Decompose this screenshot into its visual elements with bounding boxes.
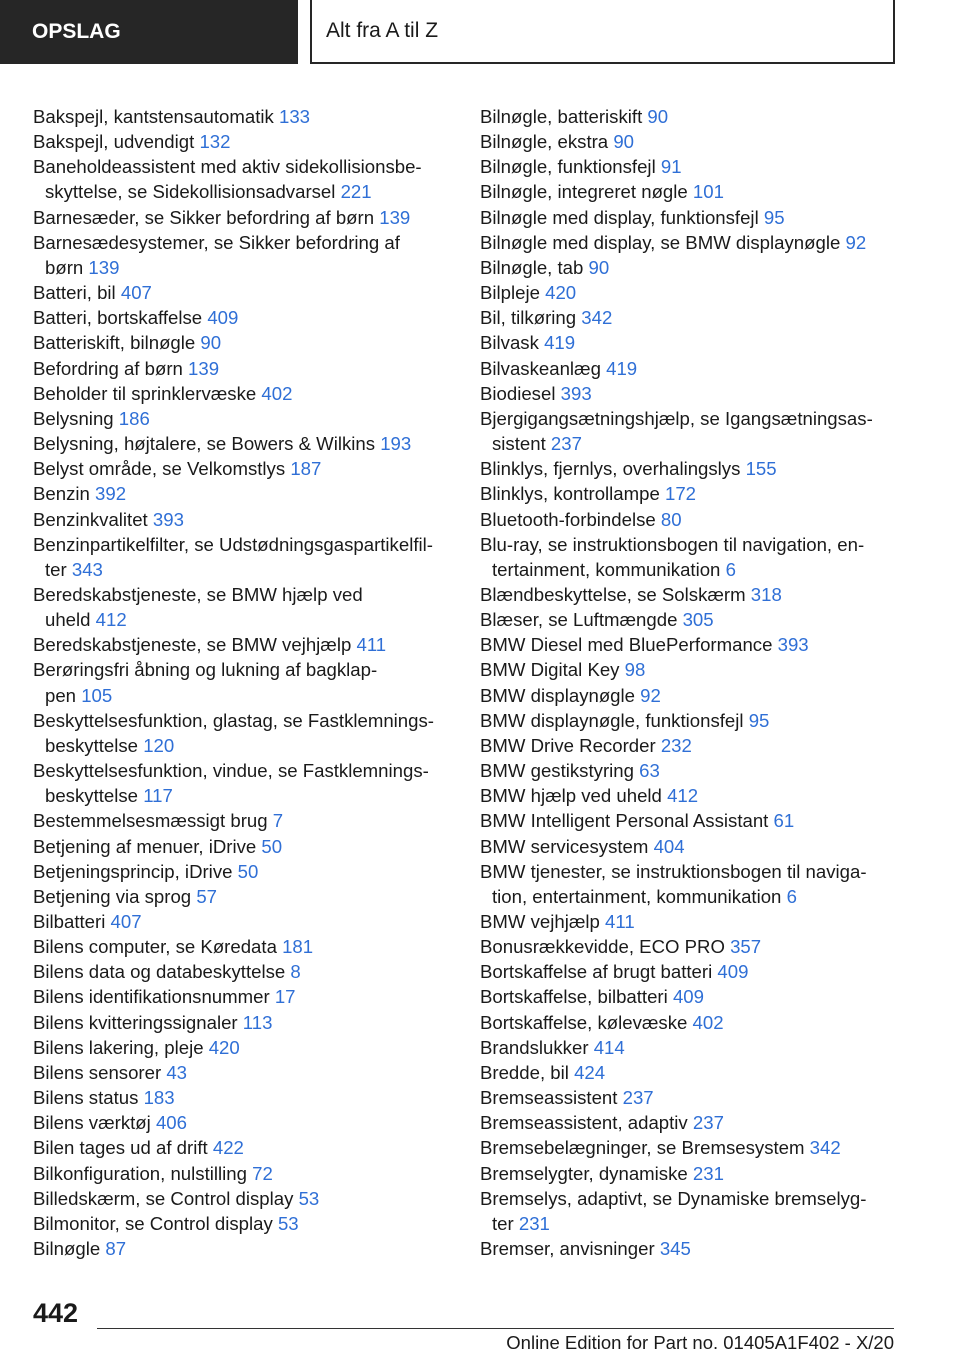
index-entry-term: Bilen tages ud af drift [33, 1137, 208, 1159]
index-entry-term: Bilvaskeanlæg [480, 357, 601, 379]
page-link[interactable]: 181 [282, 936, 314, 958]
index-entry [480, 330, 900, 355]
index-entry [480, 1135, 900, 1160]
index-entry-term: Belysning, højtalere, se Bowers & Wilkins [33, 433, 376, 455]
index-entry [33, 532, 453, 582]
index-entry [33, 1085, 453, 1110]
index-entry-term: Bilnøgle, ekstra [480, 131, 609, 153]
page-link[interactable]: 117 [143, 785, 173, 807]
index-entry [480, 356, 900, 381]
index-entry [480, 683, 900, 708]
index-entry-term: Blinklys, kontrollampe [480, 483, 660, 505]
page-link[interactable]: 53 [298, 1187, 320, 1209]
index-entry-term: Bortskaffelse af brugt batteri [480, 961, 713, 983]
index-entry-term: børn [45, 256, 84, 278]
page-link[interactable]: 414 [593, 1036, 625, 1058]
index-entry [33, 1010, 453, 1035]
index-entry [480, 305, 900, 330]
index-entry [480, 909, 900, 934]
page-link[interactable]: 139 [188, 357, 220, 379]
index-entry-term: Brandslukker [480, 1036, 589, 1058]
index-entry [480, 808, 900, 833]
index-entry-term: Benzin [33, 483, 90, 505]
page-link[interactable]: 305 [682, 609, 714, 631]
index-entry [33, 657, 453, 707]
index-entry-term: Belyst område, se Velkomstlys [33, 458, 286, 480]
page-link[interactable]: 95 [748, 709, 770, 731]
index-entry-term: Bilkonfiguration, nulstilling [33, 1162, 247, 1184]
index-entry-term: Bilens identifikationsnummer [33, 986, 270, 1008]
page-link[interactable]: 419 [606, 357, 638, 379]
page-link[interactable]: 87 [105, 1238, 127, 1260]
index-entry-term: Bilens data og databeskyttelse [33, 961, 286, 983]
index-entry-term: Bestemmelsesmæssigt brug [33, 810, 268, 832]
page-link[interactable]: 90 [588, 256, 610, 278]
page-link[interactable]: 422 [212, 1137, 244, 1159]
index-entry [480, 984, 900, 1009]
page-link[interactable]: 392 [95, 483, 127, 505]
index-entry [480, 255, 900, 280]
index-entry [480, 104, 900, 129]
page-number: 442 [33, 1298, 79, 1328]
index-entry [33, 632, 453, 657]
index-entry [480, 1010, 900, 1035]
index-entry-term: Bil, tilkøring [480, 307, 577, 329]
page-link[interactable]: 139 [379, 206, 411, 228]
index-entry-term: Benzinpartikelfilter, se Udstødningsgaspartikelfil- [33, 533, 433, 555]
index-entry [33, 959, 453, 984]
index-entry-term: Bilens lakering, pleje [33, 1036, 204, 1058]
index-entry [33, 330, 453, 355]
index-entry [33, 305, 453, 330]
index-entry-term: Bremseassistent, adaptiv [480, 1112, 688, 1134]
index-entry-term: Bilpleje [480, 282, 540, 304]
index-entry [33, 984, 453, 1009]
page-link[interactable]: 63 [639, 760, 660, 782]
index-entry [480, 708, 900, 733]
index-entry [33, 1161, 453, 1186]
index-entry [480, 607, 900, 632]
page-link[interactable]: 90 [613, 131, 635, 153]
index-entry-term: pen [45, 684, 77, 706]
index-entry-term: beskyttelse [45, 734, 139, 756]
index-entry-term: beskyttelse [45, 785, 139, 807]
index-entry-term: Bilens sensorer [33, 1061, 162, 1083]
index-entry-term: Blu-ray, se instruktionsbogen til navigation, en- [480, 533, 865, 555]
index-entry [480, 1085, 900, 1110]
page-link[interactable]: 393 [560, 382, 592, 404]
index-entry-term: Bjergigangsætningshjælp, se Igangsætningsas- [480, 407, 873, 429]
page-link[interactable]: 120 [143, 734, 175, 756]
index-entry-term: BMW Diesel med BluePerformance [480, 634, 773, 656]
page-link[interactable]: 407 [110, 911, 142, 932]
page-link[interactable]: 420 [208, 1036, 240, 1058]
index-entry-term: Beredskabstjeneste, se BMW hjælp ved [33, 583, 363, 605]
index-entry [33, 808, 453, 833]
page-link[interactable]: 406 [155, 1112, 187, 1134]
index-entry-term: Bremser, anvisninger [480, 1238, 655, 1260]
page-link[interactable]: 412 [95, 609, 127, 631]
index-entry-term: Berøringsfri åbning og lukning af bagklap- [33, 659, 378, 681]
index-entry-term: Bilmonitor, se Control display [33, 1212, 273, 1234]
index-entry [33, 884, 453, 909]
index-entry [480, 154, 900, 179]
page-link[interactable]: 186 [118, 407, 150, 429]
index-entry-term: BMW servicesystem [480, 835, 649, 857]
index-entry [480, 280, 900, 305]
index-entry-term: Beskyttelsesfunktion, glastag, se Fastklemnings- [33, 709, 434, 731]
page-link[interactable]: 424 [574, 1061, 606, 1083]
page-link[interactable]: 231 [692, 1162, 724, 1184]
page-link[interactable]: 105 [81, 684, 113, 706]
page-link[interactable]: 90 [647, 106, 669, 127]
page-link[interactable]: 402 [692, 1011, 724, 1033]
index-entry [480, 1110, 900, 1135]
index-entry [33, 431, 453, 456]
section-title: OPSLAG [32, 20, 121, 43]
index-entry [480, 934, 900, 959]
page-link[interactable]: 357 [730, 936, 762, 958]
index-entry-term: Betjeningsprincip, iDrive [33, 860, 233, 882]
page-link[interactable]: 409 [717, 961, 749, 983]
page-link[interactable]: 237 [692, 1112, 724, 1134]
index-entry-term: Beredskabstjeneste, se BMW vejhjælp [33, 634, 352, 656]
index-entry [480, 758, 900, 783]
index-entry-term: Biodiesel [480, 382, 556, 404]
index-entry-term: Beholder til sprinklervæske [33, 382, 257, 404]
index-entry-term: tertainment, kommunikation [492, 558, 721, 580]
page-link[interactable]: 43 [166, 1061, 188, 1083]
index-entry [33, 1035, 453, 1060]
index-entry [480, 632, 900, 657]
index-entry-term: Bilnøgle, tab [480, 256, 584, 278]
index-entry [480, 230, 900, 255]
index-entry-term: Barnesædesystemer, se Sikker befordring af [33, 231, 400, 253]
index-entry-term: BMW Intelligent Personal Assistant [480, 810, 769, 832]
chapter-tab [310, 0, 895, 64]
index-entry-term: Blinklys, fjernlys, overhalingslys [480, 458, 741, 480]
index-entry-term: Bortskaffelse, kølevæske [480, 1011, 688, 1033]
index-column-right [480, 104, 900, 1261]
page-link[interactable]: 6 [786, 885, 797, 907]
index-entry-term: skyttelse, se Sidekollisionsadvarsel [45, 181, 336, 203]
index-entry [480, 733, 900, 758]
page-link[interactable]: 237 [622, 1087, 654, 1109]
index-entry-term: Belysning [33, 407, 114, 429]
index-entry-term: Bluetooth-forbindelse [480, 508, 656, 530]
index-entry-term: Batteri, bil [33, 282, 116, 304]
index-entry-term: sistent [492, 433, 546, 455]
page-link[interactable]: 402 [261, 382, 293, 404]
page-link[interactable]: 237 [550, 433, 582, 455]
chapter-title: Alt fra A til Z [326, 19, 439, 42]
index-entry-term: BMW vejhjælp [480, 911, 600, 932]
section-tab [0, 0, 298, 64]
page-link[interactable]: 420 [545, 282, 577, 304]
index-entry-term: Bremsebelægninger, se Bremsesystem [480, 1137, 805, 1159]
page-link[interactable]: 404 [653, 835, 685, 857]
page-link[interactable]: 90 [200, 332, 222, 354]
page-link[interactable]: 409 [207, 307, 239, 329]
index-entry [33, 356, 453, 381]
index-entry [33, 104, 453, 129]
page-link[interactable]: 17 [274, 986, 296, 1008]
page-link[interactable]: 95 [763, 206, 785, 228]
index-entry-term: Bilens kvitteringssignaler [33, 1011, 238, 1033]
index-entry [33, 1236, 453, 1261]
index-entry [33, 456, 453, 481]
index-entry-term: Bremselys, adaptivt, se Dynamiske bremselyg- [480, 1187, 867, 1209]
index-entry [480, 205, 900, 230]
page-link[interactable]: 412 [667, 785, 699, 807]
index-entry [33, 507, 453, 532]
index-entry [33, 1211, 453, 1236]
index-entry [33, 154, 453, 204]
page-link[interactable]: 407 [120, 282, 152, 304]
index-column-left [33, 104, 453, 1261]
page-link[interactable]: 6 [725, 558, 736, 580]
index-entry-term: BMW tjenester, se instruktionsbogen til naviga- [480, 860, 867, 882]
index-entry-term: Billedskærm, se Control display [33, 1187, 294, 1209]
index-entry-term: Bremselygter, dynamiske [480, 1162, 688, 1184]
index-entry [480, 1161, 900, 1186]
index-entry-term: BMW hjælp ved uheld [480, 785, 662, 807]
index-entry [33, 1060, 453, 1085]
index-entry-term: Befordring af børn [33, 357, 183, 379]
index-entry [33, 909, 453, 934]
index-entry-term: Bilnøgle [33, 1238, 101, 1260]
index-entry-term: ter [45, 558, 67, 580]
index-entry-term: Bakspejl, kantstensautomatik [33, 106, 274, 127]
page-link[interactable]: 8 [290, 961, 301, 983]
index-entry [33, 708, 453, 758]
index-entry [33, 1186, 453, 1211]
index-entry-term: Bremseassistent [480, 1087, 618, 1109]
index-entry [480, 859, 900, 909]
index-entry-term: Barnesæder, se Sikker befordring af børn [33, 206, 375, 228]
index-entry [33, 230, 453, 280]
index-entry-term: Batteriskift, bilnøgle [33, 332, 196, 354]
index-entry [33, 481, 453, 506]
index-entry [33, 859, 453, 884]
page-link[interactable]: 92 [845, 231, 867, 253]
page-link[interactable]: 92 [640, 684, 661, 706]
index-entry-term: Bortskaffelse, bilbatteri [480, 986, 668, 1008]
page-link[interactable]: 345 [659, 1238, 691, 1260]
index-entry-term: Bilnøgle med display, funktionsfejl [480, 206, 759, 228]
index-entry-term: Batteri, bortskaffelse [33, 307, 203, 329]
index-entry-term: Bredde, bil [480, 1061, 569, 1083]
index-entry [33, 406, 453, 431]
page-link[interactable]: 7 [272, 810, 284, 832]
index-entry [33, 1135, 453, 1160]
index-entry-term: uheld [45, 609, 91, 631]
index-entry [480, 1186, 900, 1236]
index-entry [33, 934, 453, 959]
footer-divider [97, 1328, 894, 1329]
index-entry [480, 481, 900, 506]
index-entry-term: Beskyttelsesfunktion, vindue, se Fastklemnings- [33, 760, 429, 782]
index-entry-term: Blændbeskyttelse, se Solskærm [480, 583, 746, 605]
page-link[interactable]: 393 [152, 508, 184, 530]
page-link[interactable]: 133 [278, 106, 311, 127]
index-entry-term: Blæser, se Luftmængde [480, 609, 678, 631]
index-entry [480, 507, 900, 532]
page-link[interactable]: 91 [660, 156, 682, 178]
index-entry [33, 582, 453, 632]
index-entry-term: Bilnøgle, funktionsfejl [480, 156, 656, 178]
index-entry-term: BMW Digital Key [480, 659, 620, 681]
index-entry-term: Benzinkvalitet [33, 508, 148, 530]
page-link[interactable]: 53 [277, 1212, 299, 1234]
page-link[interactable]: 155 [745, 458, 777, 480]
index-entry [480, 532, 900, 582]
page-link[interactable]: 101 [692, 181, 724, 203]
index-entry [480, 1060, 900, 1085]
index-entry-term: BMW displaynøgle, funktionsfejl [480, 709, 744, 731]
page-link[interactable]: 72 [252, 1162, 273, 1184]
index-entry-term: Bilnøgle med display, se BMW displaynøgle [480, 231, 841, 253]
index-entry-term: BMW Drive Recorder [480, 734, 656, 756]
index-entry-term: Bilbatteri [33, 911, 106, 932]
index-entry-term: ter [492, 1212, 514, 1234]
page-link[interactable]: 343 [71, 558, 103, 580]
page-link[interactable]: 318 [750, 583, 782, 605]
index-entry [480, 783, 900, 808]
index-entry-term: Betjening af menuer, iDrive [33, 835, 257, 857]
page-link[interactable]: 232 [660, 734, 692, 756]
page-link[interactable]: 183 [143, 1087, 175, 1109]
index-entry-term: BMW displaynøgle [480, 684, 635, 706]
index-entry-term: Bakspejl, udvendigt [33, 131, 195, 153]
index-entry [480, 129, 900, 154]
index-entry [33, 381, 453, 406]
index-entry [480, 406, 900, 456]
index-entry-term: BMW gestikstyring [480, 760, 634, 782]
index-entry [480, 657, 900, 682]
index-entry [480, 834, 900, 859]
index-entry [480, 179, 900, 204]
page-link[interactable]: 98 [624, 659, 646, 681]
index-entry [33, 834, 453, 859]
index-entry-term: Bilens værktøj [33, 1112, 151, 1134]
page-link[interactable]: 132 [199, 131, 231, 153]
index-entry [480, 381, 900, 406]
index-entry [33, 129, 453, 154]
index-entry [480, 1236, 900, 1261]
page-link[interactable]: 231 [518, 1212, 550, 1234]
index-entry-term: Bilens status [33, 1087, 139, 1109]
page-link[interactable]: 57 [196, 885, 218, 907]
footer-edition-text: Online Edition for Part no. 01405A1F402 - X/20 [506, 1332, 894, 1353]
page-link[interactable]: 409 [672, 986, 704, 1008]
index-entry-term: Bilens computer, se Køredata [33, 936, 277, 958]
page-link[interactable]: 411 [356, 634, 387, 656]
index-entry [33, 205, 453, 230]
index-entry [480, 959, 900, 984]
page-link[interactable]: 193 [380, 433, 412, 455]
index-entry-term: tion, entertainment, kommunikation [492, 885, 782, 907]
page-link[interactable]: 139 [88, 256, 120, 278]
index-entry-term: Betjening via sprog [33, 885, 192, 907]
page-link[interactable]: 50 [237, 860, 259, 882]
index-entry-term: Bilnøgle, integreret nøgle [480, 181, 688, 203]
index-entry [480, 582, 900, 607]
index-entry [33, 1110, 453, 1135]
page-link[interactable]: 393 [777, 634, 809, 656]
index-entry-term: Bilnøgle, batteriskift [480, 106, 643, 127]
page-link[interactable]: 113 [242, 1011, 273, 1033]
page-link[interactable]: 342 [581, 307, 613, 329]
index-entry [480, 456, 900, 481]
page-link[interactable]: 80 [660, 508, 682, 530]
page-link[interactable]: 419 [544, 332, 576, 354]
index-entry [33, 280, 453, 305]
page-link[interactable]: 50 [261, 835, 283, 857]
index-entry [33, 758, 453, 808]
index-entry-term: Bilvask [480, 332, 539, 354]
page-link[interactable]: 411 [605, 911, 635, 932]
index-entry [480, 1035, 900, 1060]
page-link[interactable]: 342 [809, 1137, 841, 1159]
index-entry-term: Bonusrækkevidde, ECO PRO [480, 936, 725, 958]
index-entry-term: Baneholdeassistent med aktiv sidekollisionsbe- [33, 156, 422, 178]
page-link[interactable]: 172 [664, 483, 697, 505]
page-link[interactable]: 61 [773, 810, 795, 832]
page-link[interactable]: 187 [290, 458, 322, 480]
page-header [0, 0, 960, 66]
page-link[interactable]: 221 [340, 181, 372, 203]
